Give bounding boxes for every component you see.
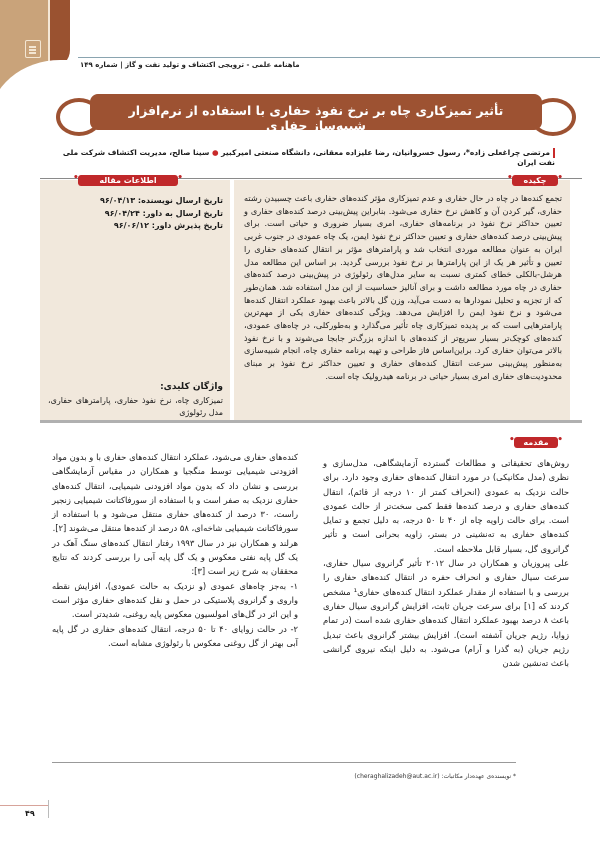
authors-line <box>55 148 555 167</box>
header-rule <box>78 57 600 58</box>
introduction-label: • مقدمه • <box>514 437 558 448</box>
date-accepted: تاریخ پذیرش داور: ۹۶/۰۶/۱۲ <box>113 221 223 230</box>
title-banner <box>60 94 572 134</box>
authors-group-1: مرتضی چراغعلی زاده*، رسول خسروانیان، رضا علیزاده معقانی، دانشگاه صنعتی امیرکبیر <box>221 148 550 157</box>
body-column-right <box>323 456 569 670</box>
body-paragraph: هرلند و همکاران نیز در سال ۱۹۹۳ رفتار انتقال کنده‌های سنگ آهک در یک گل پایه نفتی معکوس و یک گل پایه آبی را بررسی کردند که نتایج محققان به شرح زیر است [۳]: <box>52 537 298 577</box>
journal-running-head: ماهنامه علمی - ترویجی اکتشاف و تولید نفت و گاز | شماره ۱۴۹ <box>80 61 300 69</box>
body-paragraph: کنده‌های حفاری می‌شود، عملکرد انتقال کنده‌های حفاری با و بدون مواد افزودنی شیمیایی توسط منگجیا و همکاران در مقیاس آزمایشگاهی بررسی و نشان داد که بدون مواد افزودنی شیمیایی، انتقال کنده‌های حفاری نزدیک به صفر است و با استفاده از سورفاکتانت شیمیایی زنجیر راست، ۳۰ درصد از کنده‌های حفاری منتقل می‌شود و با استفاده از سورفاکتانت شیمیایی شاخه‌ای، ۵۸ درصد از کنده‌ها منتقل می‌شوند [۲]. <box>52 452 298 534</box>
corresponding-author-footnote: * نویسنده‌ی عهده‌دار مکاتبات: (cheraghalizadeh@aut.ac.ir) <box>354 773 516 780</box>
article-title: تأثیر تمیزکاری چاه بر نرخ نفوذ حفاری با استفاده از نرم‌افزار شبیه‌ساز حفاری <box>128 103 504 133</box>
article-dates <box>48 195 223 233</box>
abstract-text: تجمع کنده‌ها در چاه در حال حفاری و عدم تمیزکاری مؤثر کنده‌های حفاری باعث چسبیدن رشته حفاری، گیر کردن آن و کاهش نرخ حفاری می‌شود. بنابراین پیش‌بینی درصد کنده‌های حفاری و تعیین حداکثر نرخ نفوذ در برنامه‌های حفاری، امری بسیار ضروری و حیاتی است. برای پیش‌بینی درصد کنده‌های حفاری و تعیین حداکثر نرخ نفوذ ایمن، یک چاه عمودی در جنوب غربی ایران به عنوان مطالعه موردی انتخاب شد و پارامترهای مؤثر بر انتقال کنده‌های حفاری را تعیین و تأثیر هر یک از این پارامترها بر نرخ نفوذ بررسی گردید. بر اساس این مطالعه مدل هرشل-بالکلی خطای کمتری نسبت به سایر مدل‌های رئولوژی در پیش‌بینی درصد کنده‌های حفاری در چاه مورد مطالعه داشت و برای آنالیز حساسیت از این مدل استفاده شد. همان‌طور که از تجزیه و تحلیل نمودارها به دست می‌آید، وزن گل بالاتر باعث بهبود عملکرد انتقال کنده‌ها می‌شود و نرخ نفوذ ایمن را افزایش می‌دهد. ویژگی کنده‌های حفاری یکی از مهم‌ترین پارامترهایی است که بر پدیده تمیزکاری چاه تأثیر می‌گذارد و به‌طورکلی، در چاه‌های عمودی، کنده‌های کوچک‌تر بسیار سریع‌تر از کنده‌های با اندازه بزرگ‌تر جابجا می‌شوند و با نرخ نفوذ بالاتر می‌توان حفاری کرد. براین‌اساس فاز طراحی و تهیه برنامه حفاری چاه، انجام شبیه‌سازی به‌منظور پیش‌بینی سرعت انتقال کنده‌های حفاری و تعیین حداکثر نرخ نفوذ بر مبنای محدودیت‌های حفاری امری بسیار حیاتی در برنامه هیدرولیک چاه است. <box>244 193 562 381</box>
body-list-item: ۱- به‌جز چاه‌های عمودی (و نزدیک به حالت عمودی)، افزایش نقطه واروی و گرانروی پلاستیکی در حمل و نقل کنده‌های حفاری مؤثر است و این اثر در گل‌های امولسیون معکوس پایه روغنی، شدیدتر است. <box>52 580 298 620</box>
body-column-left <box>52 450 298 650</box>
keywords-label: واژگان کلیدی: <box>160 382 223 392</box>
section-rule-bottom <box>40 420 582 423</box>
keywords-list: تمیزکاری چاه، نرخ نفوذ حفاری، پارامترهای حفاری، مدل رئولوژی <box>48 396 223 417</box>
date-sent-to-reviewer: تاریخ ارسال به داور: ۹۶/۰۴/۲۴ <box>104 208 223 218</box>
date-submitted: تاریخ ارسال نویسنده: ۹۶/۰۴/۱۳ <box>99 196 223 205</box>
body-list-item: ۲- در حالت زوایای ۴۰ تا ۵۰ درجه، انتقال کنده‌های حفاری در گل پایه آبی بهتر از گل روغنی معکوس با رئولوژی مشابه است. <box>52 623 298 648</box>
header-corner-separator <box>48 0 50 66</box>
page-number-rule <box>0 805 48 806</box>
page-number: ۴۹ <box>25 809 35 818</box>
body-paragraph: علی پیروزیان و همکاران در سال ۲۰۱۲ تأثیر گرانروی سیال حفاری، سرعت سیال حفاری و انحراف حفره در انتقال کنده‌های حفاری را بررسی و با استفاده از مقدار عملکرد انتقال کنده‌های حفاری¹ مشخص کردند که [۱] برای سرعت جریان ثابت، افزایش گرانروی سیال حفاری باعث ۸ درصد بهبود عملکرد انتقال کنده‌های حفاری شده است (در تمام زوایا، رژیم جریان آشفته است). افزایش بیشتر گرانروی باعث تبدیل رژیم جریان (به گذرا و آرام) می‌شود. به دلیل اینکه نیروی گرانشی باعث ته‌نشین شدن <box>323 558 570 669</box>
bullet-icon: ● <box>212 148 219 157</box>
journal-document-icon <box>25 40 41 58</box>
authors-accent-bar <box>553 148 555 158</box>
authors-group-2: سینا صالح، مدیریت اکتشاف شرکت ملی نفت ایران <box>62 148 555 167</box>
crop-mark <box>48 800 49 818</box>
article-info-label: • اطلاعات مقاله • <box>78 175 178 186</box>
abstract-label: • چکیده • <box>512 175 558 186</box>
header-corner-brown <box>48 0 70 68</box>
footnote-rule <box>52 762 516 763</box>
body-paragraph: روش‌های تحقیقاتی و مطالعات گسترده آزمایشگاهی، مدل‌سازی و نظری (مدل مکانیکی) در مورد انتقال کنده‌های حفاری وجود دارد. برای حالت نزدیک به عمودی (انحراف کمتر از ۱۰ درجه از قائم)، انتقال کنده‌های حفاری و درصد کنده‌ها فقط کمی سخت‌تر از حالت عمودی است. برای حالت زاویه چاه از ۴۰ تا ۵۰ درجه، به دلیل تجمع و تمایل کنده‌های حفاری به ته‌نشینی در بستر، زاویه بحرانی است و تأثیر گرانروی گل، بسیار قابل ملاحظه است. <box>323 458 569 554</box>
